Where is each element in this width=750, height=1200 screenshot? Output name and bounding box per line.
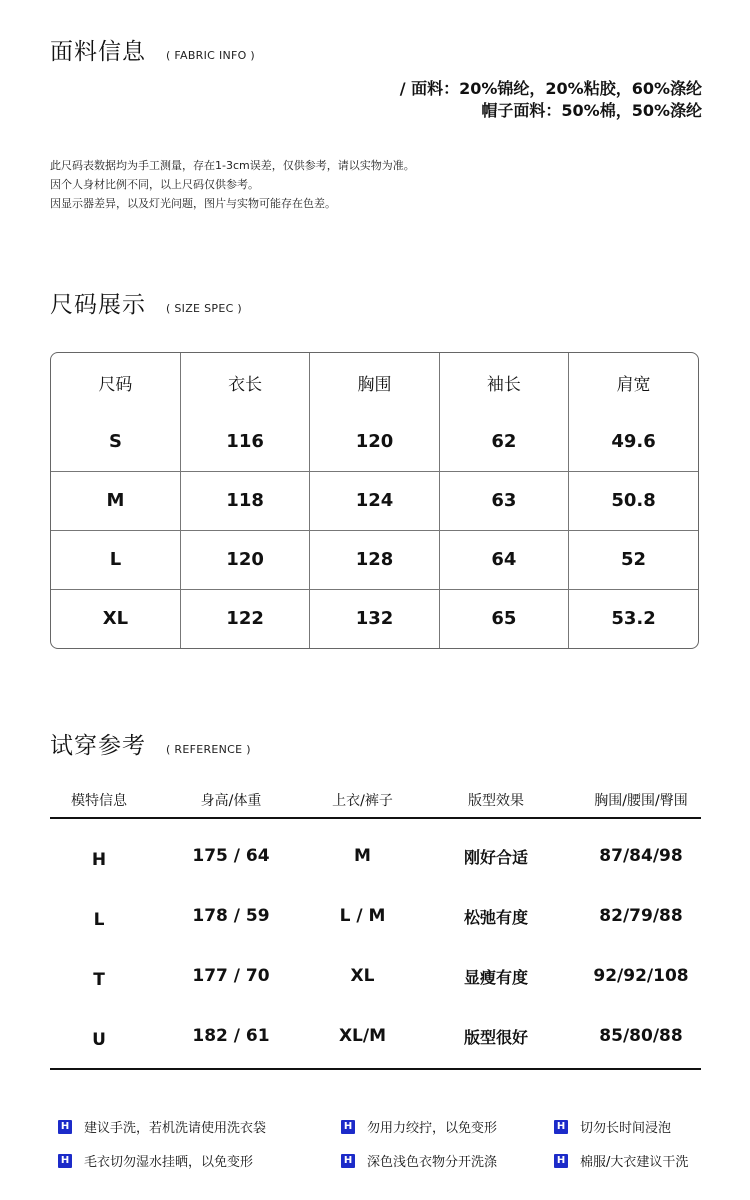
measurements-cell: 85/80/88: [599, 1026, 683, 1046]
fabric-section-title: [50, 33, 255, 66]
care-h-icon: H: [341, 1120, 355, 1134]
table-row: [51, 471, 698, 530]
header-cell: 胸围/腰围/臀围: [594, 793, 688, 809]
fit-effect-cell: 版型很好: [463, 1027, 528, 1047]
height-weight-cell: 178 / 59: [192, 906, 270, 926]
table-row: [51, 589, 698, 648]
size-cell: S: [51, 412, 180, 471]
reference-title-en: ( REFERENCE ): [166, 743, 251, 756]
model-cell: T: [93, 970, 105, 990]
shoulder-cell: 49.6: [569, 412, 698, 471]
fabric-title-en: ( FABRIC INFO ): [166, 49, 255, 62]
shoulder-cell: 53.2: [611, 608, 656, 630]
note-line: 此尺码表数据均为手工测量，存在1-3cm误差，仅供参考，请以实物为准。: [50, 159, 415, 172]
measurements-cell: 92/92/108: [593, 966, 689, 986]
care-h-icon: H: [554, 1154, 568, 1168]
shoulder-cell: 52: [569, 530, 698, 589]
reference-title-zh: 试穿参考: [50, 733, 146, 759]
table-row: [51, 530, 698, 589]
note-line: 因显示器差异，以及灯光问题，图片与实物可能存在色差。: [50, 197, 336, 210]
care-h-icon: H: [341, 1154, 355, 1168]
note-line: 因个人身材比例不同，以上尺码仅供参考。: [50, 178, 259, 191]
length-cell: 118: [180, 471, 309, 530]
sleeve-cell: 64: [439, 530, 568, 589]
care-item: [341, 1117, 497, 1136]
size-cell: L: [51, 530, 180, 589]
size-table-header: [51, 353, 698, 412]
chest-cell: 128: [310, 530, 439, 589]
size-title-en: ( SIZE SPEC ): [166, 302, 242, 315]
care-item: [554, 1151, 688, 1170]
top-bottom-cell: M: [354, 846, 371, 866]
header-cell: 版型效果: [468, 793, 524, 809]
care-text: 建议手洗，若机洗请使用洗衣袋: [84, 1121, 267, 1136]
model-cell: U: [92, 1030, 106, 1050]
chest-cell: 120: [310, 412, 439, 471]
header-cell: 肩宽: [616, 375, 651, 395]
sleeve-cell: 62: [439, 412, 568, 471]
chest-cell: 132: [310, 589, 439, 648]
care-item: [58, 1117, 266, 1136]
shoulder-cell: 50.8: [569, 471, 698, 530]
size-title-zh: 尺码展示: [50, 292, 146, 318]
sleeve-cell: 65: [439, 589, 568, 648]
header-cell: 胸围: [310, 353, 439, 412]
care-item: [554, 1117, 671, 1136]
care-text: 毛衣切勿湿水挂晒，以免变形: [84, 1155, 254, 1170]
top-bottom-cell: XL: [350, 966, 375, 986]
fit-effect-cell: 显瘦有度: [463, 967, 528, 987]
height-weight-cell: 177 / 70: [192, 966, 270, 986]
top-bottom-cell: L / M: [339, 906, 386, 926]
height-weight-cell: 175 / 64: [192, 846, 270, 866]
care-h-icon: H: [554, 1120, 568, 1134]
fit-effect-cell: 松弛有度: [463, 907, 528, 927]
care-h-icon: H: [58, 1154, 72, 1168]
size-cell: XL: [51, 589, 180, 648]
table-row: [50, 886, 701, 946]
table-row: [51, 412, 698, 471]
table-row: [50, 946, 701, 1006]
header-cell: 衣长: [180, 353, 309, 412]
top-bottom-cell: XL/M: [338, 1026, 387, 1046]
fabric-title-zh: 面料信息: [50, 39, 146, 65]
reference-table-body: [50, 826, 701, 1066]
chest-cell: 124: [310, 471, 439, 530]
care-h-icon: H: [58, 1120, 72, 1134]
measurement-notes: [50, 156, 415, 213]
length-cell: 120: [180, 530, 309, 589]
care-item: [58, 1151, 253, 1170]
fabric-composition: [400, 78, 702, 122]
reference-section-title: [50, 727, 251, 760]
header-cell: 尺码: [51, 353, 180, 412]
table-row: [50, 826, 701, 886]
reference-table-bottom-rule: [50, 1068, 701, 1070]
care-text: 切勿长时间浸泡: [580, 1121, 672, 1136]
height-weight-cell: 182 / 61: [192, 1026, 270, 1046]
sleeve-cell: 63: [439, 471, 568, 530]
care-item: [341, 1151, 497, 1170]
fit-effect-cell: 刚好合适: [463, 847, 528, 867]
header-cell: 上衣/裤子: [332, 793, 393, 809]
measurements-cell: 82/79/88: [599, 906, 683, 926]
length-cell: 122: [180, 589, 309, 648]
table-row: [50, 1006, 701, 1066]
care-text: 深色浅色衣物分开洗涤: [367, 1155, 498, 1170]
length-cell: 116: [180, 412, 309, 471]
header-cell: 身高/体重: [200, 793, 262, 809]
measurements-cell: 87/84/98: [599, 846, 683, 866]
care-text: 棉服/大衣建议干洗: [580, 1155, 689, 1170]
header-cell: 袖长: [439, 353, 568, 412]
fabric-line-hood: 帽子面料：50%棉，50%涤纶: [481, 101, 702, 120]
model-cell: H: [91, 850, 107, 870]
reference-table-header: [50, 790, 701, 819]
fabric-line-main: / 面料：20%锦纶，20%粘胶，60%涤纶: [399, 79, 702, 98]
size-table: [50, 352, 699, 649]
model-cell: L: [93, 910, 105, 930]
size-section-title: [50, 286, 242, 319]
header-cell: 模特信息: [71, 793, 127, 809]
care-text: 勿用力绞拧，以免变形: [367, 1121, 498, 1136]
size-cell: M: [51, 471, 180, 530]
